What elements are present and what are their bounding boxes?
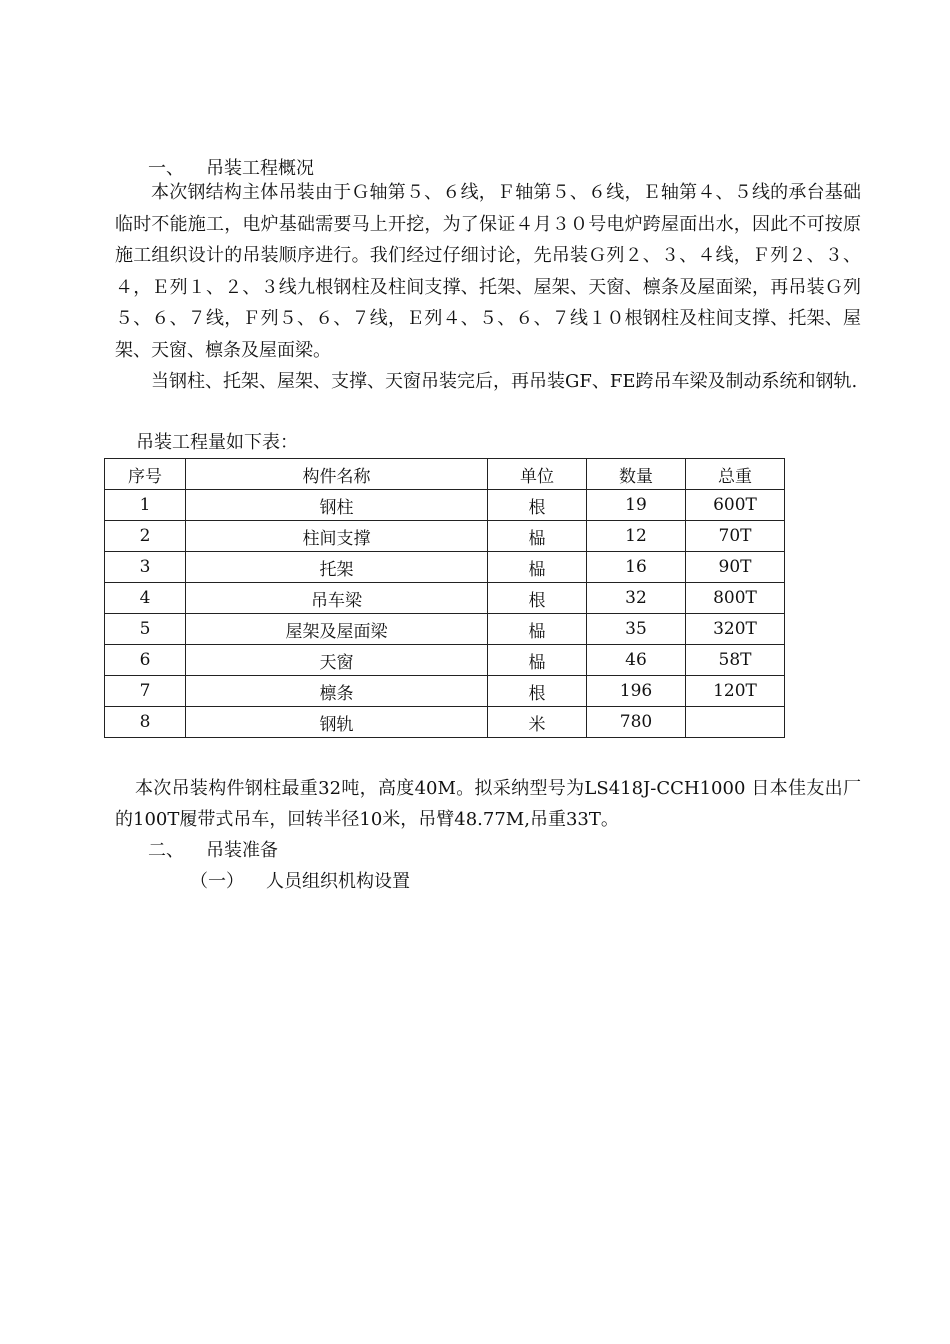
table-cell: 钢轨 bbox=[186, 707, 488, 738]
table-cell: 钢柱 bbox=[186, 490, 488, 521]
table-cell: 榀 bbox=[488, 521, 587, 552]
table-row bbox=[105, 707, 785, 738]
table-row bbox=[105, 676, 785, 707]
table-cell bbox=[686, 707, 785, 738]
table-cell: 7 bbox=[105, 676, 186, 707]
section-number: 二、 bbox=[148, 840, 184, 861]
table-cell: 6 bbox=[105, 645, 186, 676]
table-cell: 屋架及屋面梁 bbox=[186, 614, 488, 645]
paragraph-overview: 本次钢结构主体吊装由于Ｇ轴第５、６线，Ｆ轴第５、６线，Ｅ轴第４、５线的承台基础临时不能施工，电炉基础需要马上开挖，为了保证４月３０号电炉跨屋面出水，因此不可按原施工组织设计的吊装顺序进行。我们经过仔细讨论，先吊装Ｇ列２、３、４线，Ｆ列２、３、４，Ｅ列１、２、３线九根钢柱及柱间支撑、托架、屋架、天窗、檩条及屋面梁，再吊装Ｇ列５、６、７线，Ｆ列５、６、７线，Ｅ列４、５、６、７线１０根钢柱及柱间支撑、托架、屋架、天窗、檩条及屋面梁。 bbox=[115, 182, 861, 361]
subsection-heading bbox=[190, 867, 410, 893]
table-row bbox=[105, 614, 785, 645]
section-number: 一、 bbox=[148, 158, 184, 179]
header-cell: 总重 bbox=[686, 459, 785, 490]
table-row bbox=[105, 583, 785, 614]
table-cell: 600T bbox=[686, 490, 785, 521]
table-cell: 吊车梁 bbox=[186, 583, 488, 614]
table-cell: 根 bbox=[488, 676, 587, 707]
table-cell: 3 bbox=[105, 552, 186, 583]
table-cell: 46 bbox=[587, 645, 686, 676]
paragraph-crane-spec: 本次吊装构件钢柱最重32吨，高度40M。拟采纳型号为LS418J-CCH1000 日本佳友出厂的100T履带式吊车，回转半径10米，吊臂48.77M,吊重33T。 bbox=[115, 778, 861, 830]
section-title: 吊装准备 bbox=[206, 840, 278, 861]
table-cell: 榀 bbox=[488, 614, 587, 645]
table-cell: 根 bbox=[488, 583, 587, 614]
paragraph-sequence: 当钢柱、托架、屋架、支撑、天窗吊装完后，再吊装GF、FE跨吊车梁及制动系统和钢轨. bbox=[151, 371, 858, 392]
table-cell: 120T bbox=[686, 676, 785, 707]
table-cell: 16 bbox=[587, 552, 686, 583]
table-cell: 天窗 bbox=[186, 645, 488, 676]
table-caption: 吊装工程量如下表： bbox=[136, 432, 298, 453]
table-cell: 8 bbox=[105, 707, 186, 738]
table-cell: 榀 bbox=[488, 645, 587, 676]
header-cell: 构件名称 bbox=[186, 459, 488, 490]
table-cell: 12 bbox=[587, 521, 686, 552]
table-cell: 70T bbox=[686, 521, 785, 552]
table-cell: 檩条 bbox=[186, 676, 488, 707]
table-cell: 800T bbox=[686, 583, 785, 614]
table-cell: 根 bbox=[488, 490, 587, 521]
header-cell: 数量 bbox=[587, 459, 686, 490]
table-row bbox=[105, 552, 785, 583]
table-cell: 4 bbox=[105, 583, 186, 614]
subsection-number: （一） bbox=[190, 871, 244, 892]
subsection-title: 人员组织机构设置 bbox=[266, 871, 410, 892]
table-cell: 1 bbox=[105, 490, 186, 521]
table-cell: 托架 bbox=[186, 552, 488, 583]
header-cell: 序号 bbox=[105, 459, 186, 490]
table-cell: 58T bbox=[686, 645, 785, 676]
table-cell: 19 bbox=[587, 490, 686, 521]
table-header-row bbox=[105, 459, 785, 490]
table-cell: 780 bbox=[587, 707, 686, 738]
table-cell: 柱间支撑 bbox=[186, 521, 488, 552]
table-cell: 5 bbox=[105, 614, 186, 645]
table-cell: 35 bbox=[587, 614, 686, 645]
section-heading-2 bbox=[148, 836, 278, 862]
table-cell: 196 bbox=[587, 676, 686, 707]
table-cell: 2 bbox=[105, 521, 186, 552]
table-cell: 米 bbox=[488, 707, 587, 738]
table-row bbox=[105, 490, 785, 521]
section-title: 吊装工程概况 bbox=[206, 158, 314, 179]
table-row bbox=[105, 521, 785, 552]
table-cell: 90T bbox=[686, 552, 785, 583]
header-cell: 单位 bbox=[488, 459, 587, 490]
table-row bbox=[105, 645, 785, 676]
table-cell: 32 bbox=[587, 583, 686, 614]
quantity-table bbox=[104, 458, 785, 738]
table-cell: 320T bbox=[686, 614, 785, 645]
table-cell: 榀 bbox=[488, 552, 587, 583]
